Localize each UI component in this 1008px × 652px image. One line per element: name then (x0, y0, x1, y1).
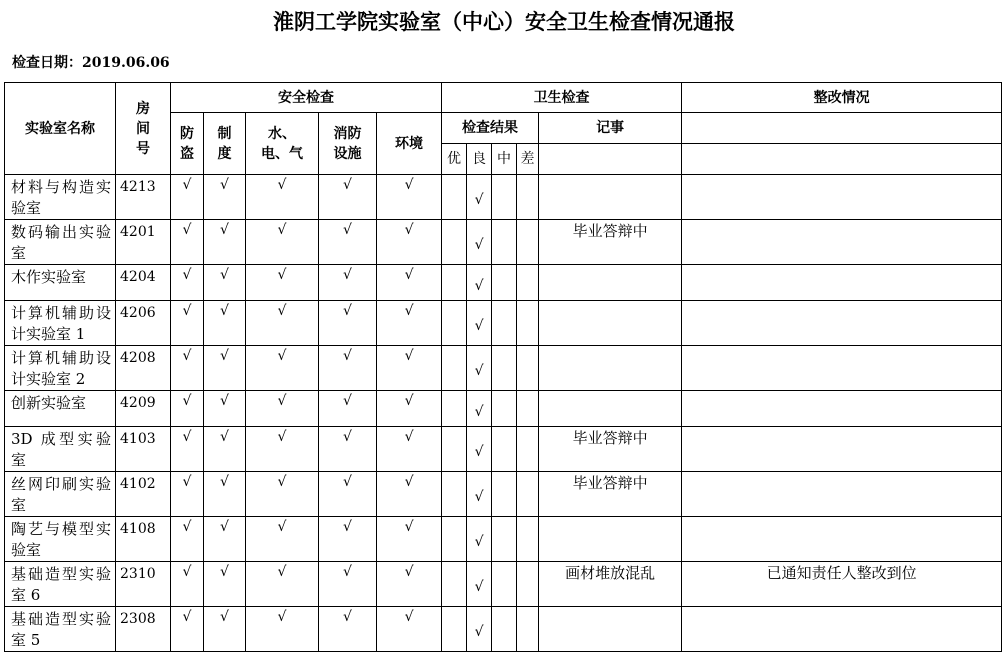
system-cell: √ (204, 301, 246, 346)
system-cell: √ (204, 220, 246, 265)
rectification-cell (682, 175, 1002, 220)
system-cell: √ (204, 427, 246, 472)
lab-name-cell: 计算机辅助设计实验室 1 (5, 301, 116, 346)
anti-theft-cell: √ (171, 301, 204, 346)
poor-cell (517, 472, 539, 517)
rectification-cell (682, 391, 1002, 427)
environment-cell: √ (377, 391, 442, 427)
good-cell: √ (467, 265, 492, 301)
medium-cell (492, 175, 517, 220)
good-cell: √ (467, 175, 492, 220)
rectification-cell (682, 472, 1002, 517)
header-room-no: 房间号 (116, 83, 171, 175)
lab-name-cell: 材料与构造实验室 (5, 175, 116, 220)
fire-cell: √ (319, 265, 377, 301)
fire-cell: √ (319, 346, 377, 391)
excellent-cell (442, 391, 467, 427)
room-cell: 2310 (116, 562, 171, 607)
poor-cell (517, 607, 539, 652)
system-cell: √ (204, 175, 246, 220)
environment-cell: √ (377, 175, 442, 220)
utilities-cell: √ (246, 301, 319, 346)
note-cell (539, 301, 682, 346)
header-good: 良 (467, 144, 492, 175)
header-blank-1 (682, 113, 1002, 144)
table-row (5, 607, 1002, 652)
medium-cell (492, 346, 517, 391)
fire-cell: √ (319, 562, 377, 607)
table-row (5, 562, 1002, 607)
table-row (5, 265, 1002, 301)
environment-cell: √ (377, 427, 442, 472)
header-check-result: 检查结果 (442, 113, 539, 144)
header-notes: 记事 (539, 113, 682, 144)
note-cell: 毕业答辩中 (539, 472, 682, 517)
table-row (5, 175, 1002, 220)
environment-cell: √ (377, 301, 442, 346)
environment-cell: √ (377, 607, 442, 652)
room-cell: 4204 (116, 265, 171, 301)
lab-name-cell: 计算机辅助设计实验室 2 (5, 346, 116, 391)
anti-theft-cell: √ (171, 517, 204, 562)
system-cell: √ (204, 472, 246, 517)
utilities-cell: √ (246, 472, 319, 517)
rectification-cell (682, 427, 1002, 472)
medium-cell (492, 391, 517, 427)
rectification-cell (682, 346, 1002, 391)
anti-theft-cell: √ (171, 607, 204, 652)
fire-cell: √ (319, 607, 377, 652)
table-row (5, 472, 1002, 517)
rectification-cell (682, 607, 1002, 652)
system-cell: √ (204, 607, 246, 652)
utilities-cell: √ (246, 265, 319, 301)
rectification-cell: 已通知责任人整改到位 (682, 562, 1002, 607)
fire-cell: √ (319, 175, 377, 220)
fire-cell: √ (319, 472, 377, 517)
note-cell: 画材堆放混乱 (539, 562, 682, 607)
environment-cell: √ (377, 220, 442, 265)
good-cell: √ (467, 517, 492, 562)
environment-cell: √ (377, 346, 442, 391)
system-cell: √ (204, 562, 246, 607)
anti-theft-cell: √ (171, 220, 204, 265)
system-cell: √ (204, 517, 246, 562)
note-cell: 毕业答辩中 (539, 427, 682, 472)
room-cell: 4206 (116, 301, 171, 346)
poor-cell (517, 517, 539, 562)
utilities-cell: √ (246, 607, 319, 652)
room-cell: 4102 (116, 472, 171, 517)
utilities-cell: √ (246, 175, 319, 220)
lab-name-cell: 3D 成型实验室 (5, 427, 116, 472)
fire-cell: √ (319, 301, 377, 346)
table-body (5, 175, 1002, 652)
utilities-cell: √ (246, 346, 319, 391)
header-excellent: 优 (442, 144, 467, 175)
anti-theft-cell: √ (171, 472, 204, 517)
header-rectification: 整改情况 (682, 83, 1002, 113)
poor-cell (517, 427, 539, 472)
header-fire: 消防设施 (319, 113, 377, 175)
system-cell: √ (204, 265, 246, 301)
table-row (5, 220, 1002, 265)
good-cell: √ (467, 391, 492, 427)
header-blank-3 (682, 144, 1002, 175)
poor-cell (517, 391, 539, 427)
room-cell: 4213 (116, 175, 171, 220)
good-cell: √ (467, 301, 492, 346)
lab-name-cell: 基础造型实验室 6 (5, 562, 116, 607)
poor-cell (517, 301, 539, 346)
fire-cell: √ (319, 391, 377, 427)
header-environment: 环境 (377, 113, 442, 175)
medium-cell (492, 562, 517, 607)
header-sanitation-check: 卫生检查 (442, 83, 682, 113)
anti-theft-cell: √ (171, 391, 204, 427)
environment-cell: √ (377, 562, 442, 607)
good-cell: √ (467, 346, 492, 391)
environment-cell: √ (377, 517, 442, 562)
poor-cell (517, 265, 539, 301)
poor-cell (517, 175, 539, 220)
excellent-cell (442, 472, 467, 517)
medium-cell (492, 472, 517, 517)
excellent-cell (442, 607, 467, 652)
environment-cell: √ (377, 265, 442, 301)
lab-name-cell: 陶艺与模型实验室 (5, 517, 116, 562)
room-cell: 4103 (116, 427, 171, 472)
lab-name-cell: 数码输出实验室 (5, 220, 116, 265)
note-cell (539, 346, 682, 391)
excellent-cell (442, 427, 467, 472)
fire-cell: √ (319, 517, 377, 562)
good-cell: √ (467, 220, 492, 265)
lab-name-cell: 丝网印刷实验室 (5, 472, 116, 517)
header-medium: 中 (492, 144, 517, 175)
inspection-date: 检查日期：2019.06.06 (12, 55, 170, 71)
poor-cell (517, 220, 539, 265)
medium-cell (492, 607, 517, 652)
room-cell: 2308 (116, 607, 171, 652)
rectification-cell (682, 220, 1002, 265)
header-anti-theft: 防盗 (171, 113, 204, 175)
lab-name-cell: 创新实验室 (5, 391, 116, 427)
excellent-cell (442, 220, 467, 265)
anti-theft-cell: √ (171, 562, 204, 607)
anti-theft-cell: √ (171, 427, 204, 472)
fire-cell: √ (319, 220, 377, 265)
anti-theft-cell: √ (171, 346, 204, 391)
table-row (5, 301, 1002, 346)
table-row (5, 391, 1002, 427)
header-poor: 差 (517, 144, 539, 175)
anti-theft-cell: √ (171, 265, 204, 301)
excellent-cell (442, 175, 467, 220)
good-cell: √ (467, 427, 492, 472)
room-cell: 4201 (116, 220, 171, 265)
header-safety-check: 安全检查 (171, 83, 442, 113)
room-cell: 4208 (116, 346, 171, 391)
environment-cell: √ (377, 472, 442, 517)
medium-cell (492, 220, 517, 265)
rectification-cell (682, 301, 1002, 346)
good-cell: √ (467, 472, 492, 517)
utilities-cell: √ (246, 391, 319, 427)
inspection-table (4, 82, 1002, 652)
anti-theft-cell: √ (171, 175, 204, 220)
header-system: 制度 (204, 113, 246, 175)
poor-cell (517, 346, 539, 391)
medium-cell (492, 265, 517, 301)
utilities-cell: √ (246, 562, 319, 607)
header-blank-2 (539, 144, 682, 175)
table-row (5, 517, 1002, 562)
note-cell: 毕业答辩中 (539, 220, 682, 265)
excellent-cell (442, 517, 467, 562)
system-cell: √ (204, 391, 246, 427)
header-lab-name: 实验室名称 (5, 83, 116, 175)
room-cell: 4209 (116, 391, 171, 427)
poor-cell (517, 562, 539, 607)
utilities-cell: √ (246, 427, 319, 472)
note-cell (539, 607, 682, 652)
excellent-cell (442, 301, 467, 346)
system-cell: √ (204, 346, 246, 391)
table-row (5, 427, 1002, 472)
lab-name-cell: 木作实验室 (5, 265, 116, 301)
excellent-cell (442, 346, 467, 391)
table-header (5, 83, 1002, 175)
rectification-cell (682, 265, 1002, 301)
note-cell (539, 391, 682, 427)
table-row (5, 346, 1002, 391)
good-cell: √ (467, 562, 492, 607)
note-cell (539, 175, 682, 220)
medium-cell (492, 517, 517, 562)
medium-cell (492, 301, 517, 346)
report-title: 淮阴工学院实验室（中心）安全卫生检查情况通报 (273, 10, 735, 34)
excellent-cell (442, 265, 467, 301)
good-cell: √ (467, 607, 492, 652)
utilities-cell: √ (246, 517, 319, 562)
fire-cell: √ (319, 427, 377, 472)
utilities-cell: √ (246, 220, 319, 265)
excellent-cell (442, 562, 467, 607)
rectification-cell (682, 517, 1002, 562)
medium-cell (492, 427, 517, 472)
room-cell: 4108 (116, 517, 171, 562)
header-utilities: 水、电、气 (246, 113, 319, 175)
note-cell (539, 517, 682, 562)
lab-name-cell: 基础造型实验室 5 (5, 607, 116, 652)
note-cell (539, 265, 682, 301)
